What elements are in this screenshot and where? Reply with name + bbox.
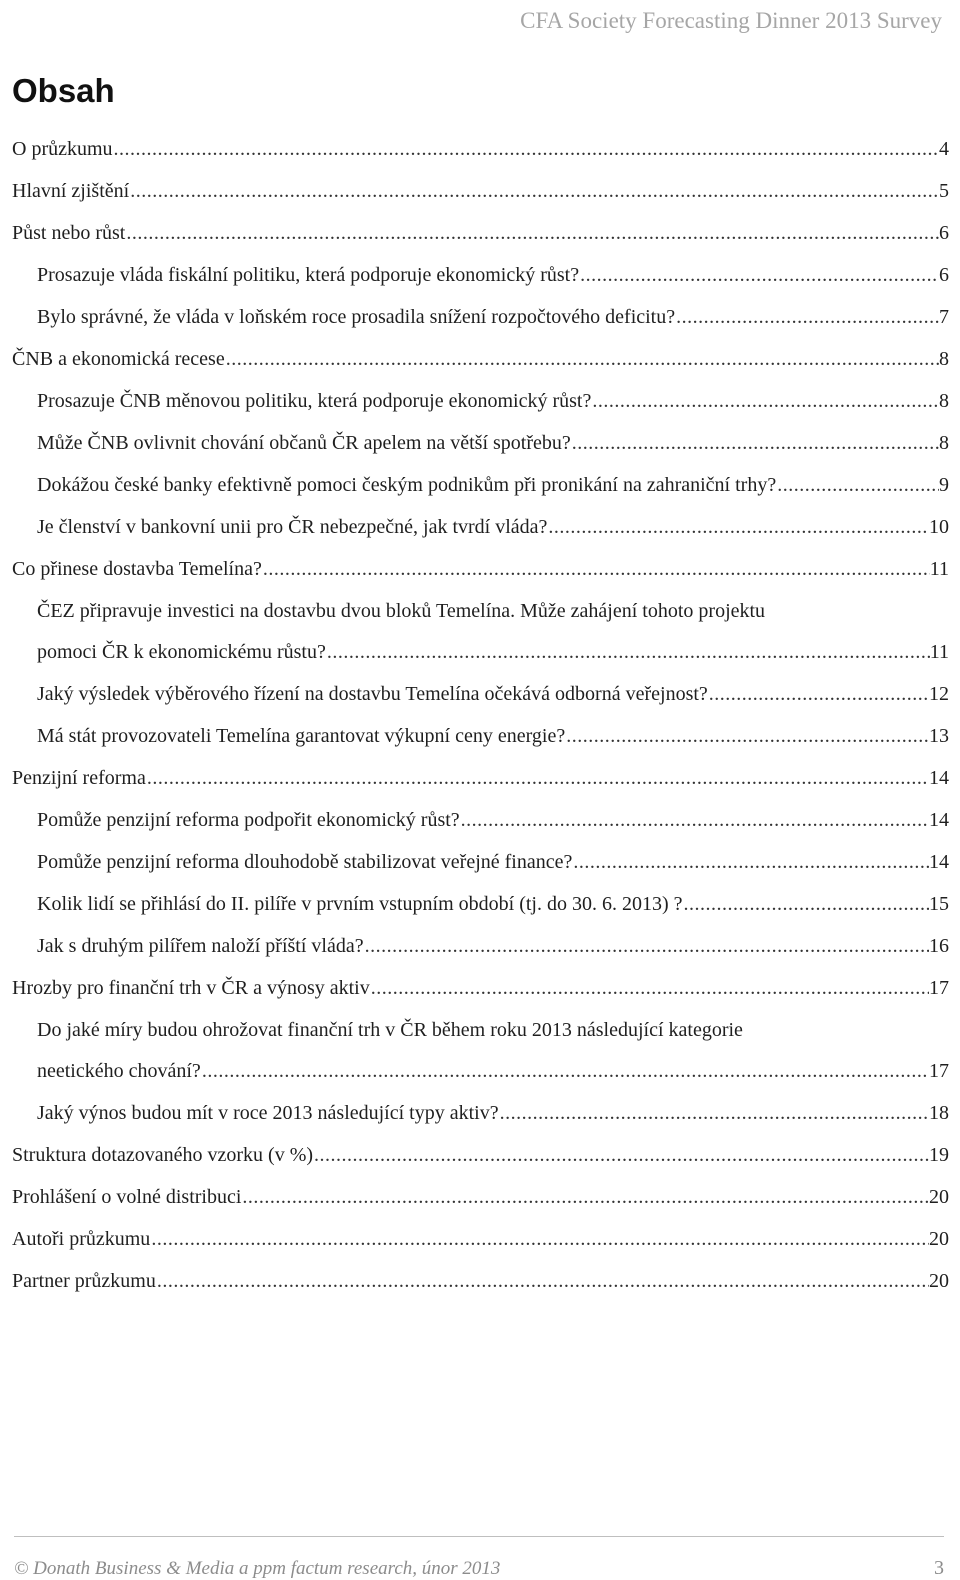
toc-entry[interactable]	[12, 809, 949, 851]
toc-entry-title: Partner průzkumu	[12, 1270, 156, 1292]
toc-entry[interactable]	[12, 264, 949, 306]
toc-entry-page: 18	[929, 1102, 949, 1124]
toc-entry-page: 12	[929, 683, 949, 705]
toc-entry-title: Jaký výnos budou mít v roce 2013 následující typy aktiv?	[37, 1102, 499, 1124]
toc-entry-page: 15	[929, 893, 949, 915]
toc-leader-dots	[684, 893, 930, 916]
toc-leader-dots	[147, 767, 929, 790]
toc-entry[interactable]	[12, 222, 949, 264]
toc-entry-title: Pomůže penzijní reforma dlouhodobě stabilizovat veřejné finance?	[37, 851, 573, 873]
toc-entry-page: 20	[929, 1228, 949, 1250]
toc-entry[interactable]	[12, 1102, 949, 1144]
toc-entry-page: 5	[939, 180, 949, 202]
toc-entry-page: 14	[929, 851, 949, 873]
toc-entry-page: 9	[939, 474, 949, 496]
toc-entry-title: Jaký výsledek výběrového řízení na dostavbu Temelína očekává odborná veřejnost?	[37, 683, 708, 705]
toc-leader-dots	[263, 558, 930, 581]
toc-entry-page: 13	[929, 725, 949, 747]
toc-entry-page: 6	[939, 264, 949, 286]
toc-leader-dots	[500, 1102, 929, 1125]
running-header: CFA Society Forecasting Dinner 2013 Survey	[520, 8, 942, 33]
toc-entry[interactable]	[12, 1228, 949, 1270]
toc-entry[interactable]	[12, 1144, 949, 1186]
toc-leader-dots	[151, 1228, 929, 1251]
toc-entry-title: Prosazuje ČNB měnovou politiku, která podporuje ekonomický růst?	[37, 390, 592, 412]
toc-leader-dots	[314, 1144, 929, 1167]
toc-leader-dots	[777, 474, 939, 497]
toc-entry-title: Co přinese dostavba Temelína?	[12, 558, 262, 580]
toc-entry-title: Jak s druhým pilířem naloží příští vláda?	[37, 935, 364, 957]
toc-entry-title: Do jaké míry budou ohrožovat finanční trh v ČR během roku 2013 následující kategorie	[37, 1019, 743, 1041]
toc-entry-page: 6	[939, 222, 949, 244]
toc-entry-title: Pomůže penzijní reforma podpořit ekonomický růst?	[37, 809, 460, 831]
toc-entry-page: 20	[929, 1270, 949, 1292]
toc-entry-title: Autoři průzkumu	[12, 1228, 151, 1250]
toc-leader-dots	[114, 138, 939, 161]
toc-entry[interactable]	[12, 893, 949, 935]
toc-leader-dots	[202, 1060, 929, 1083]
toc-leader-dots	[709, 683, 929, 706]
toc-entry-title: pomoci ČR k ekonomickému růstu?	[37, 641, 326, 663]
toc-entry[interactable]	[12, 180, 949, 222]
toc-entry[interactable]	[12, 600, 949, 641]
toc-entry-page: 10	[929, 516, 949, 538]
toc-entry[interactable]	[12, 1270, 949, 1312]
toc-entry-page: 14	[929, 767, 949, 789]
toc-leader-dots	[371, 977, 929, 1000]
toc-entry-page: 8	[939, 390, 949, 412]
toc-leader-dots	[365, 935, 929, 958]
toc-entry[interactable]	[12, 306, 949, 348]
toc-entry[interactable]	[12, 474, 949, 516]
toc-entry-title: ČNB a ekonomická recese	[12, 348, 225, 370]
toc-entry-title: Struktura dotazovaného vzorku (v %)	[12, 1144, 314, 1166]
toc-entry-title: Bylo správné, že vláda v loňském roce prosadila snížení rozpočtového deficitu?	[37, 306, 676, 328]
toc-entry-title: Půst nebo růst	[12, 222, 126, 244]
toc-leader-dots	[130, 180, 939, 203]
toc-entry-title: neetického chování?	[37, 1060, 201, 1082]
toc-entry[interactable]	[12, 683, 949, 725]
toc-entry[interactable]	[12, 1060, 949, 1102]
toc-entry-page: 7	[939, 306, 949, 328]
toc-leader-dots	[226, 348, 939, 371]
toc-entry[interactable]	[12, 432, 949, 474]
toc-entry-page: 8	[939, 348, 949, 370]
toc-entry[interactable]	[12, 516, 949, 558]
toc-entry[interactable]	[12, 558, 949, 600]
toc-leader-dots	[676, 306, 939, 329]
toc-leader-dots	[580, 264, 939, 287]
toc-leader-dots	[592, 390, 939, 413]
toc-leader-dots	[572, 432, 939, 455]
toc-entry-title: Hrozby pro finanční trh v ČR a výnosy aktiv	[12, 977, 370, 999]
toc-entry-page: 17	[929, 1060, 949, 1082]
toc-entry[interactable]	[12, 767, 949, 809]
toc-entry-title: Je členství v bankovní unii pro ČR nebezpečné, jak tvrdí vláda?	[37, 516, 548, 538]
toc-entry-page: 19	[929, 1144, 949, 1166]
toc-entry[interactable]	[12, 851, 949, 893]
toc-entry[interactable]	[12, 1186, 949, 1228]
toc-leader-dots	[157, 1270, 929, 1293]
toc-entry-title: Penzijní reforma	[12, 767, 146, 789]
toc-entry-title: Může ČNB ovlivnit chování občanů ČR apelem na větší spotřebu?	[37, 432, 571, 454]
toc-leader-dots	[242, 1186, 929, 1209]
toc-entry-page: 16	[929, 935, 949, 957]
toc-entry-title: Prohlášení o volné distribuci	[12, 1186, 242, 1208]
footer-page-number: 3	[934, 1557, 944, 1579]
toc-entry[interactable]	[12, 935, 949, 977]
toc-leader-dots	[573, 851, 929, 874]
footer-copyright: © Donath Business & Media a ppm factum research, únor 2013	[14, 1558, 501, 1579]
toc-entry-title: Prosazuje vláda fiskální politiku, která podporuje ekonomický růst?	[37, 264, 580, 286]
toc-entry-page: 11	[929, 641, 949, 663]
toc-entry-title: ČEZ připravuje investici na dostavbu dvou bloků Temelína. Může zahájení tohoto projektu	[37, 600, 766, 622]
toc-entry-page: 8	[939, 432, 949, 454]
toc-entry-title: Má stát provozovateli Temelína garantovat výkupní ceny energie?	[37, 725, 566, 747]
toc-entry-title: Kolik lidí se přihlásí do II. pilíře v prvním vstupním období (tj. do 30. 6. 2013) ?	[37, 893, 683, 915]
page-footer	[14, 1536, 944, 1580]
toc-leader-dots	[461, 809, 929, 832]
toc-entry[interactable]	[12, 641, 949, 683]
toc-leader-dots	[126, 222, 939, 245]
toc-entry[interactable]	[12, 348, 949, 390]
toc-entry[interactable]	[12, 1019, 949, 1060]
toc-leader-dots	[327, 641, 930, 664]
toc-entry[interactable]	[12, 725, 949, 767]
table-of-contents	[12, 138, 949, 1312]
toc-entry-title: Hlavní zjištění	[12, 180, 130, 202]
toc-leader-dots	[548, 516, 929, 539]
toc-entry-page: 14	[929, 809, 949, 831]
toc-entry[interactable]	[12, 390, 949, 432]
toc-leader-dots	[566, 725, 929, 748]
toc-entry[interactable]	[12, 138, 949, 180]
toc-entry-page: 20	[929, 1186, 949, 1208]
toc-entry-title: O průzkumu	[12, 138, 113, 160]
toc-entry-page: 17	[929, 977, 949, 999]
toc-entry-page: 11	[929, 558, 949, 580]
page-title: Obsah	[12, 72, 115, 109]
toc-entry[interactable]	[12, 977, 949, 1019]
toc-entry-title: Dokážou české banky efektivně pomoci českým podnikům při pronikání na zahraniční trhy?	[37, 474, 777, 496]
toc-entry-page: 4	[939, 138, 949, 160]
